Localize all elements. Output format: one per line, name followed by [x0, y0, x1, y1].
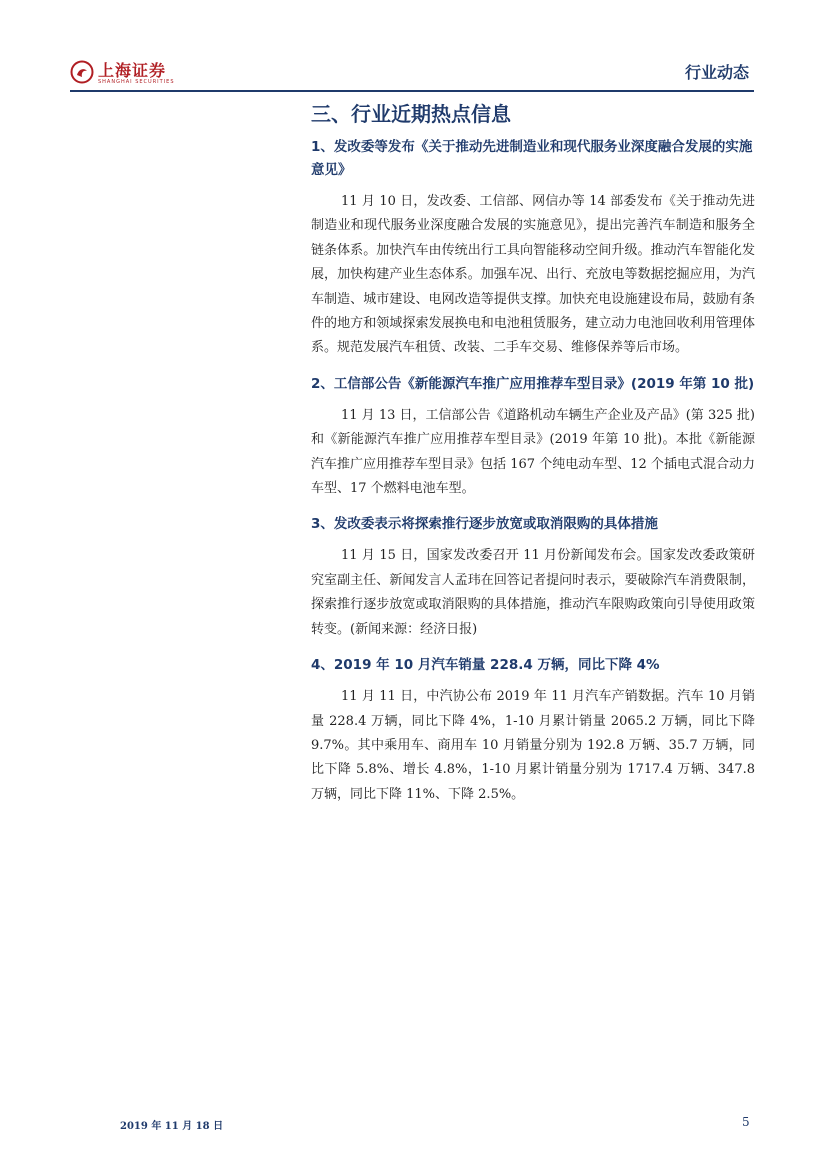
news-item-4 [311, 654, 755, 807]
page-number: 5 [742, 1115, 750, 1129]
news-item-3 [311, 513, 755, 642]
news-item-body: 11 月 10 日，发改委、工信部、网信办等 14 部委发布《关于推动先进制造业和现代服务业深度融合发展的实施意见》，提出完善汽车制造和服务全链条体系。加快汽车由传统出行工具向智能移动空间升级。推动汽车智能化发展，加快构建产业生态体系。加强车况、出行、充放电等数据挖掘应用，为汽车制造、城市建设、电网改造等提供支撑。加快充电设施建设布局，鼓励有条件的地方和领域探索发展换电和电池租赁服务，建立动力电池回收利用管理体系。规范发展汽车租赁、改装、二手车交易、维修保养等后市场。 [311, 194, 755, 356]
news-item-title: 4、2019 年 10 月汽车销量 228.4 万辆，同比下降 4% [311, 657, 660, 674]
logo-emblem-icon [70, 60, 94, 84]
page-header [0, 0, 827, 90]
news-item-body: 11 月 13 日，工信部公告《道路机动车辆生产企业及产品》(第 325 批)和《新能源汽车推广应用推荐车型目录》(2019 年第 10 批)。本批《新能源汽车推广应用推荐车型目录》包括 167 个纯电动车型、12 个插电式混合动力车型、17 个燃料电池车型。 [311, 407, 755, 497]
news-item-1 [311, 136, 755, 361]
section-heading: 三、行业近期热点信息 [311, 102, 511, 126]
news-item-2 [311, 373, 755, 502]
news-item-title: 1、发改委等发布《关于推动先进制造业和现代服务业深度融合发展的实施意见》 [311, 139, 753, 178]
report-date: 2019 年 11 月 18 日 [120, 1121, 224, 1132]
logo-subtext: SHANGHAI SECURITIES [98, 79, 175, 85]
company-logo [70, 58, 180, 92]
news-item-title: 2、工信部公告《新能源汽车推广应用推荐车型目录》(2019 年第 10 批) [311, 375, 755, 392]
main-content [311, 100, 755, 819]
logo-text: 上海证券 [98, 61, 167, 80]
section-tag: 行业动态 [684, 63, 749, 82]
header-divider [70, 90, 754, 92]
news-item-title: 3、发改委表示将探索推行逐步放宽或取消限购的具体措施 [311, 516, 658, 533]
news-item-body: 11 月 11 日，中汽协公布 2019 年 11 月汽车产销数据。汽车 10 月销量 228.4 万辆，同比下降 4%，1-10 月累计销量 2065.2 万辆，同比下降 9.7%。其中乘用车、商用车 10 月销量分别为 192.8 万辆、35.7 万辆，同比下降 5.8%、增长 4.8%，1-10 月累计销量分别为 1717.4 万辆、347.8 万辆，同比下降 11%、下降 2.5%。 [311, 689, 755, 802]
news-item-body: 11 月 15 日，国家发改委召开 11 月份新闻发布会。国家发改委政策研究室副主任、新闻发言人孟玮在回答记者提问时表示，要破除汽车消费限制，探索推行逐步放宽或取消限购的具体措施，推动汽车限购政策向引导使用政策转变。(新闻来源：经济日报) [311, 548, 755, 637]
